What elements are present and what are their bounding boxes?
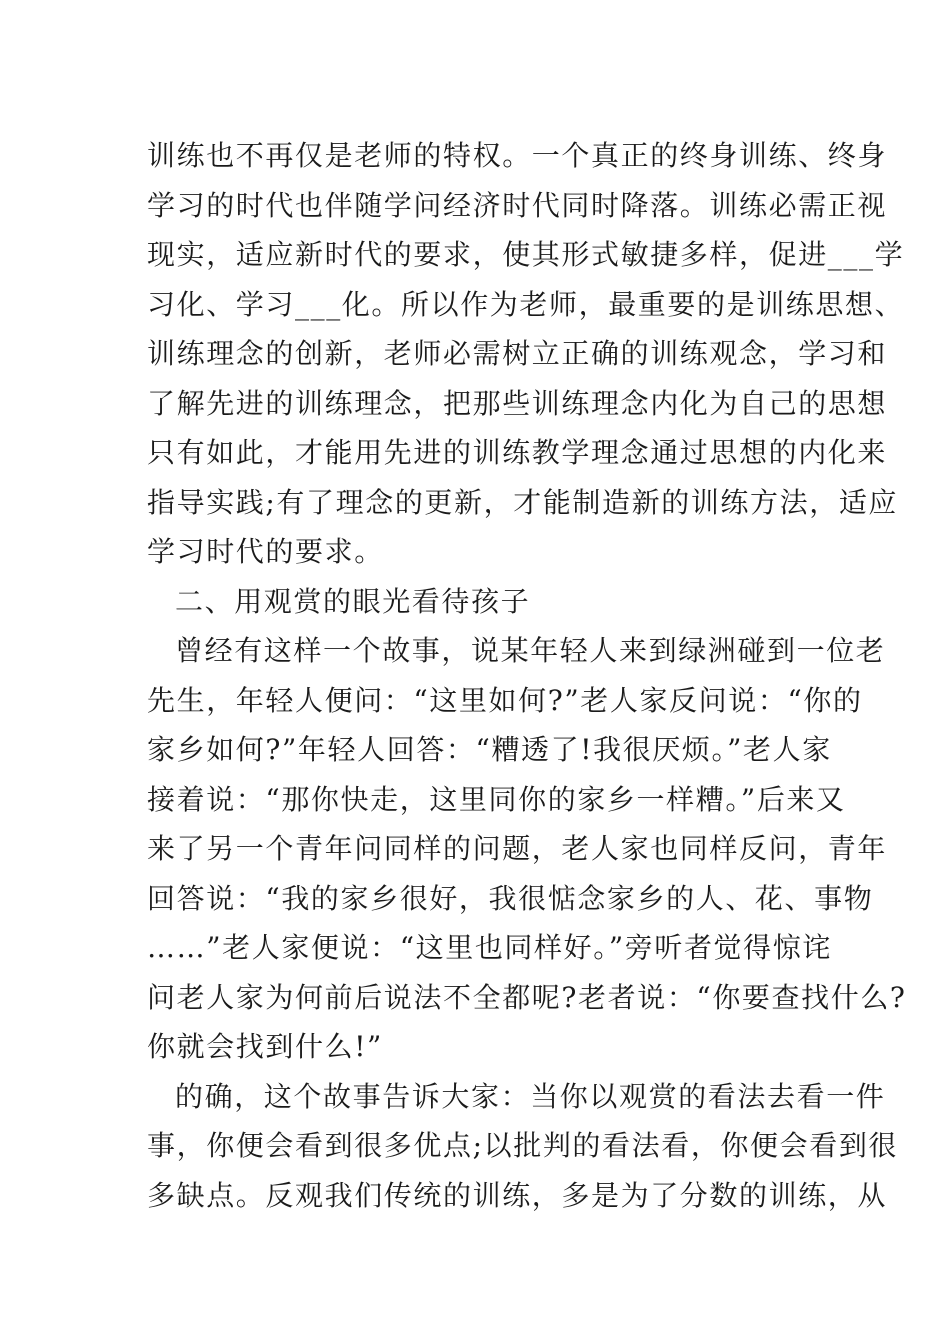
text-line: 事，你便会看到很多优点;以批判的看法看，你便会看到很	[147, 1129, 899, 1162]
text-line: 家乡如何?”年轻人回答：“糟透了!我很厌烦。”老人家	[147, 733, 832, 766]
text-line: 多缺点。反观我们传统的训练，多是为了分数的训练，从	[147, 1178, 888, 1212]
text-line: 曾经有这样一个故事，说某年轻人来到绿洲碰到一位老	[175, 634, 886, 667]
text-line: 你就会找到什么!”	[147, 1030, 383, 1063]
text-line: 学习时代的要求。	[147, 535, 384, 568]
text-line: 接着说：“那你快走，这里同你的家乡一样糟。”后来又	[147, 782, 846, 816]
text-line: 训练也不再仅是老师的特权。一个真正的终身训练、终身	[147, 139, 888, 172]
text-line: 学习的时代也伴随学问经济时代同时降落。训练必需正视	[147, 188, 888, 222]
text-line: 只有如此，才能用先进的训练教学理念通过思想的内化来	[147, 436, 888, 469]
text-line: 了解先进的训练理念，把那些训练理念内化为自己的思想	[147, 386, 888, 420]
text-line: 训练理念的创新，老师必需树立正确的训练观念，学习和	[147, 337, 888, 370]
text-line: 习化、学习___化。所以作为老师，最重要的是训练思想、	[147, 287, 905, 321]
text-line: 的确，这个故事告诉大家：当你以观赏的看法去看一件	[175, 1079, 886, 1113]
text-line: 指导实践;有了理念的更新，才能制造新的训练方法，适应	[147, 485, 899, 519]
body-text	[147, 131, 907, 1220]
text-line: 先生，年轻人便问：“这里如何?”老人家反问说：“你的	[147, 683, 863, 717]
text-line: 现实，适应新时代的要求，使其形式敏捷多样，促进___学	[147, 238, 905, 271]
text-line: ……”老人家便说：“这里也同样好。”旁听者觉得惊诧	[147, 931, 832, 964]
section-heading: 二、用观赏的眼光看待孩子	[175, 584, 531, 618]
text-line: 来了另一个青年问同样的问题，老人家也同样反问，青年	[147, 832, 888, 865]
text-line: 回答说：“我的家乡很好，我很惦念家乡的人、花、事物	[147, 881, 874, 915]
text-line: 问老人家为何前后说法不全都呢?老者说：“你要查找什么?	[147, 980, 907, 1014]
